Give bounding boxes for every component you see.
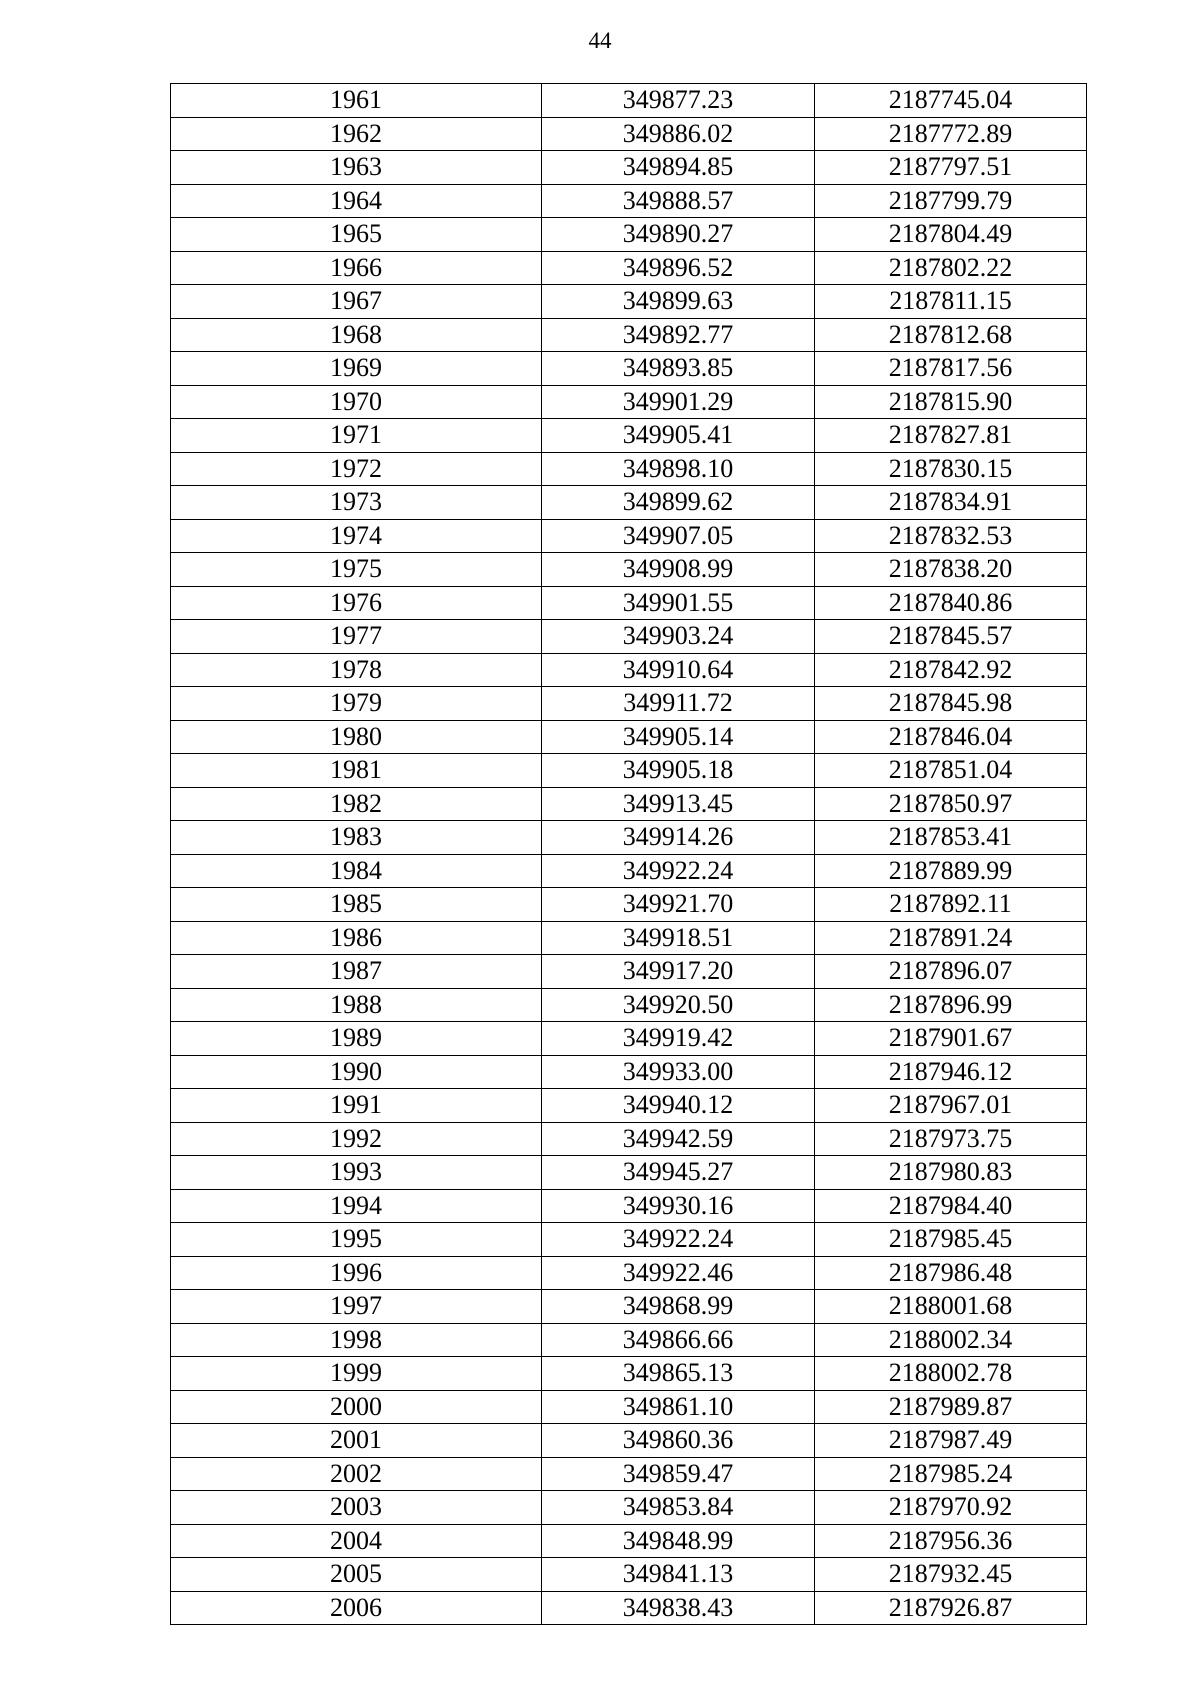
table-row	[171, 1524, 1087, 1558]
year-cell: 1999	[171, 1357, 542, 1391]
y-value-cell: 2187987.49	[815, 1424, 1087, 1458]
table-row	[171, 117, 1087, 151]
x-value-cell: 349901.29	[542, 385, 815, 419]
table-row	[171, 184, 1087, 218]
year-cell: 1975	[171, 553, 542, 587]
y-value-cell: 2187892.11	[815, 888, 1087, 922]
y-value-cell: 2187985.24	[815, 1457, 1087, 1491]
y-value-cell: 2187956.36	[815, 1524, 1087, 1558]
x-value-cell: 349920.50	[542, 988, 815, 1022]
x-value-cell: 349914.26	[542, 821, 815, 855]
table-body	[171, 84, 1087, 1625]
y-value-cell: 2188002.78	[815, 1357, 1087, 1391]
page-number: 44	[588, 28, 612, 53]
year-cell: 1962	[171, 117, 542, 151]
table-row	[171, 888, 1087, 922]
year-cell: 1969	[171, 352, 542, 386]
y-value-cell: 2187745.04	[815, 84, 1087, 118]
year-cell: 1997	[171, 1290, 542, 1324]
table-row	[171, 1357, 1087, 1391]
x-value-cell: 349908.99	[542, 553, 815, 587]
year-cell: 1990	[171, 1055, 542, 1089]
table-row	[171, 787, 1087, 821]
x-value-cell: 349886.02	[542, 117, 815, 151]
x-value-cell: 349905.41	[542, 419, 815, 453]
year-cell: 1995	[171, 1223, 542, 1257]
table-row	[171, 1323, 1087, 1357]
x-value-cell: 349860.36	[542, 1424, 815, 1458]
year-cell: 1972	[171, 452, 542, 486]
x-value-cell: 349865.13	[542, 1357, 815, 1391]
table-row	[171, 586, 1087, 620]
y-value-cell: 2188001.68	[815, 1290, 1087, 1324]
y-value-cell: 2187989.87	[815, 1390, 1087, 1424]
x-value-cell: 349861.10	[542, 1390, 815, 1424]
x-value-cell: 349888.57	[542, 184, 815, 218]
y-value-cell: 2187932.45	[815, 1558, 1087, 1592]
table-row	[171, 486, 1087, 520]
table-row	[171, 854, 1087, 888]
table-row	[171, 1290, 1087, 1324]
x-value-cell: 349838.43	[542, 1591, 815, 1625]
y-value-cell: 2187772.89	[815, 117, 1087, 151]
x-value-cell: 349917.20	[542, 955, 815, 989]
table-row	[171, 1424, 1087, 1458]
x-value-cell: 349899.62	[542, 486, 815, 520]
y-value-cell: 2187901.67	[815, 1022, 1087, 1056]
table-row	[171, 1558, 1087, 1592]
table-row	[171, 1189, 1087, 1223]
x-value-cell: 349907.05	[542, 519, 815, 553]
y-value-cell: 2187985.45	[815, 1223, 1087, 1257]
year-cell: 1970	[171, 385, 542, 419]
y-value-cell: 2187802.22	[815, 251, 1087, 285]
table-row	[171, 988, 1087, 1022]
table-row	[171, 653, 1087, 687]
table-row	[171, 754, 1087, 788]
x-value-cell: 349866.66	[542, 1323, 815, 1357]
table-row	[171, 1457, 1087, 1491]
x-value-cell: 349893.85	[542, 352, 815, 386]
table-row	[171, 519, 1087, 553]
table-row	[171, 821, 1087, 855]
table-row	[171, 285, 1087, 319]
year-cell: 1961	[171, 84, 542, 118]
year-cell: 1980	[171, 720, 542, 754]
year-cell: 1966	[171, 251, 542, 285]
x-value-cell: 349921.70	[542, 888, 815, 922]
x-value-cell: 349903.24	[542, 620, 815, 654]
y-value-cell: 2188002.34	[815, 1323, 1087, 1357]
table-row	[171, 251, 1087, 285]
year-cell: 1965	[171, 218, 542, 252]
year-cell: 1998	[171, 1323, 542, 1357]
y-value-cell: 2187830.15	[815, 452, 1087, 486]
year-cell: 2000	[171, 1390, 542, 1424]
x-value-cell: 349930.16	[542, 1189, 815, 1223]
year-cell: 1968	[171, 318, 542, 352]
year-cell: 1994	[171, 1189, 542, 1223]
table-row	[171, 218, 1087, 252]
table-row	[171, 1256, 1087, 1290]
x-value-cell: 349892.77	[542, 318, 815, 352]
year-cell: 1974	[171, 519, 542, 553]
y-value-cell: 2187845.98	[815, 687, 1087, 721]
year-cell: 1991	[171, 1089, 542, 1123]
year-cell: 1987	[171, 955, 542, 989]
x-value-cell: 349841.13	[542, 1558, 815, 1592]
y-value-cell: 2187946.12	[815, 1055, 1087, 1089]
table-row	[171, 1491, 1087, 1525]
x-value-cell: 349919.42	[542, 1022, 815, 1056]
year-cell: 2005	[171, 1558, 542, 1592]
year-cell: 2003	[171, 1491, 542, 1525]
table-row	[171, 151, 1087, 185]
x-value-cell: 349918.51	[542, 921, 815, 955]
table-row	[171, 352, 1087, 386]
table-row	[171, 720, 1087, 754]
x-value-cell: 349899.63	[542, 285, 815, 319]
x-value-cell: 349898.10	[542, 452, 815, 486]
x-value-cell: 349859.47	[542, 1457, 815, 1491]
x-value-cell: 349896.52	[542, 251, 815, 285]
y-value-cell: 2187850.97	[815, 787, 1087, 821]
y-value-cell: 2187896.07	[815, 955, 1087, 989]
y-value-cell: 2187926.87	[815, 1591, 1087, 1625]
y-value-cell: 2187970.92	[815, 1491, 1087, 1525]
table-row	[171, 1223, 1087, 1257]
x-value-cell: 349877.23	[542, 84, 815, 118]
y-value-cell: 2187851.04	[815, 754, 1087, 788]
table-row	[171, 955, 1087, 989]
table-row	[171, 318, 1087, 352]
year-cell: 2002	[171, 1457, 542, 1491]
table-row	[171, 84, 1087, 118]
table-row	[171, 921, 1087, 955]
year-cell: 1988	[171, 988, 542, 1022]
x-value-cell: 349922.24	[542, 1223, 815, 1257]
y-value-cell: 2187973.75	[815, 1122, 1087, 1156]
table-row	[171, 452, 1087, 486]
x-value-cell: 349942.59	[542, 1122, 815, 1156]
y-value-cell: 2187889.99	[815, 854, 1087, 888]
year-cell: 1984	[171, 854, 542, 888]
y-value-cell: 2187827.81	[815, 419, 1087, 453]
year-cell: 1983	[171, 821, 542, 855]
x-value-cell: 349911.72	[542, 687, 815, 721]
x-value-cell: 349910.64	[542, 653, 815, 687]
y-value-cell: 2187840.86	[815, 586, 1087, 620]
table-row	[171, 1390, 1087, 1424]
year-cell: 1971	[171, 419, 542, 453]
year-cell: 1973	[171, 486, 542, 520]
x-value-cell: 349913.45	[542, 787, 815, 821]
table-row	[171, 687, 1087, 721]
year-cell: 2001	[171, 1424, 542, 1458]
year-cell: 1982	[171, 787, 542, 821]
y-value-cell: 2187845.57	[815, 620, 1087, 654]
y-value-cell: 2187832.53	[815, 519, 1087, 553]
year-cell: 1981	[171, 754, 542, 788]
y-value-cell: 2187984.40	[815, 1189, 1087, 1223]
table-row	[171, 553, 1087, 587]
year-cell: 1977	[171, 620, 542, 654]
y-value-cell: 2187838.20	[815, 553, 1087, 587]
x-value-cell: 349894.85	[542, 151, 815, 185]
y-value-cell: 2187896.99	[815, 988, 1087, 1022]
y-value-cell: 2187812.68	[815, 318, 1087, 352]
year-cell: 2004	[171, 1524, 542, 1558]
y-value-cell: 2187842.92	[815, 653, 1087, 687]
table-row	[171, 1022, 1087, 1056]
x-value-cell: 349933.00	[542, 1055, 815, 1089]
y-value-cell: 2187811.15	[815, 285, 1087, 319]
table-row	[171, 385, 1087, 419]
year-cell: 1964	[171, 184, 542, 218]
data-table	[170, 83, 1087, 1625]
y-value-cell: 2187834.91	[815, 486, 1087, 520]
y-value-cell: 2187986.48	[815, 1256, 1087, 1290]
year-cell: 1989	[171, 1022, 542, 1056]
x-value-cell: 349853.84	[542, 1491, 815, 1525]
year-cell: 1996	[171, 1256, 542, 1290]
year-cell: 1985	[171, 888, 542, 922]
x-value-cell: 349901.55	[542, 586, 815, 620]
year-cell: 1986	[171, 921, 542, 955]
y-value-cell: 2187846.04	[815, 720, 1087, 754]
year-cell: 1992	[171, 1122, 542, 1156]
year-cell: 1963	[171, 151, 542, 185]
y-value-cell: 2187799.79	[815, 184, 1087, 218]
year-cell: 1979	[171, 687, 542, 721]
year-cell: 2006	[171, 1591, 542, 1625]
table-row	[171, 1089, 1087, 1123]
table-row	[171, 620, 1087, 654]
y-value-cell: 2187891.24	[815, 921, 1087, 955]
table-row	[171, 1156, 1087, 1190]
y-value-cell: 2187853.41	[815, 821, 1087, 855]
x-value-cell: 349922.46	[542, 1256, 815, 1290]
x-value-cell: 349922.24	[542, 854, 815, 888]
x-value-cell: 349868.99	[542, 1290, 815, 1324]
table-row	[171, 419, 1087, 453]
year-cell: 1993	[171, 1156, 542, 1190]
y-value-cell: 2187967.01	[815, 1089, 1087, 1123]
x-value-cell: 349945.27	[542, 1156, 815, 1190]
x-value-cell: 349848.99	[542, 1524, 815, 1558]
table-row	[171, 1591, 1087, 1625]
y-value-cell: 2187797.51	[815, 151, 1087, 185]
year-cell: 1978	[171, 653, 542, 687]
table-row	[171, 1122, 1087, 1156]
year-cell: 1967	[171, 285, 542, 319]
y-value-cell: 2187815.90	[815, 385, 1087, 419]
table-row	[171, 1055, 1087, 1089]
x-value-cell: 349890.27	[542, 218, 815, 252]
y-value-cell: 2187804.49	[815, 218, 1087, 252]
x-value-cell: 349905.18	[542, 754, 815, 788]
year-cell: 1976	[171, 586, 542, 620]
y-value-cell: 2187817.56	[815, 352, 1087, 386]
y-value-cell: 2187980.83	[815, 1156, 1087, 1190]
x-value-cell: 349905.14	[542, 720, 815, 754]
x-value-cell: 349940.12	[542, 1089, 815, 1123]
